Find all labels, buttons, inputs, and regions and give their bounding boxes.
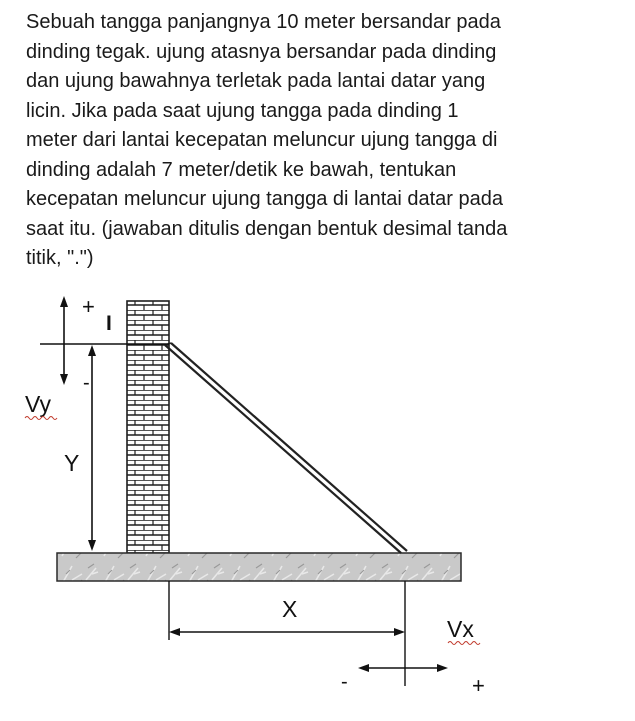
x-label: X: [282, 596, 298, 622]
floor: [57, 553, 461, 581]
y-label: Y: [64, 450, 80, 476]
vx-minus-sign: -: [341, 671, 348, 693]
bar-marker: I: [106, 312, 112, 335]
question-line: titik, "."): [26, 247, 94, 269]
vx-arrow: [358, 664, 448, 672]
question-line: meter dari lantai kecepatan meluncur ujung tangga di: [26, 129, 498, 151]
vy-label: Vy: [25, 391, 51, 417]
question-line: saat itu. (jawaban ditulis dengan bentuk desimal tanda: [26, 217, 508, 240]
x-dimension-arrow: [169, 628, 405, 636]
question-line: kecepatan meluncur ujung tangga di lantai datar pada: [26, 188, 504, 210]
question-line: licin. Jika pada saat ujung tangga pada dinding 1: [26, 99, 459, 122]
vy-minus-sign: -: [83, 372, 90, 394]
question-line: dinding tegak. ujung atasnya bersandar pada dinding: [26, 40, 497, 63]
question-line: dinding adalah 7 meter/detik ke bawah, tentukan: [26, 158, 457, 181]
vx-label: Vx: [447, 616, 474, 642]
question-line: Sebuah tangga panjangnya 10 meter bersandar pada: [26, 11, 501, 33]
vy-arrow: [60, 296, 68, 385]
brick-wall: [127, 301, 169, 553]
question-line: dan ujung bawahnya terletak pada lantai datar yang: [26, 70, 486, 92]
vy-plus-sign: +: [82, 294, 95, 319]
vx-plus-sign: +: [472, 673, 485, 698]
ladder: [165, 343, 407, 553]
